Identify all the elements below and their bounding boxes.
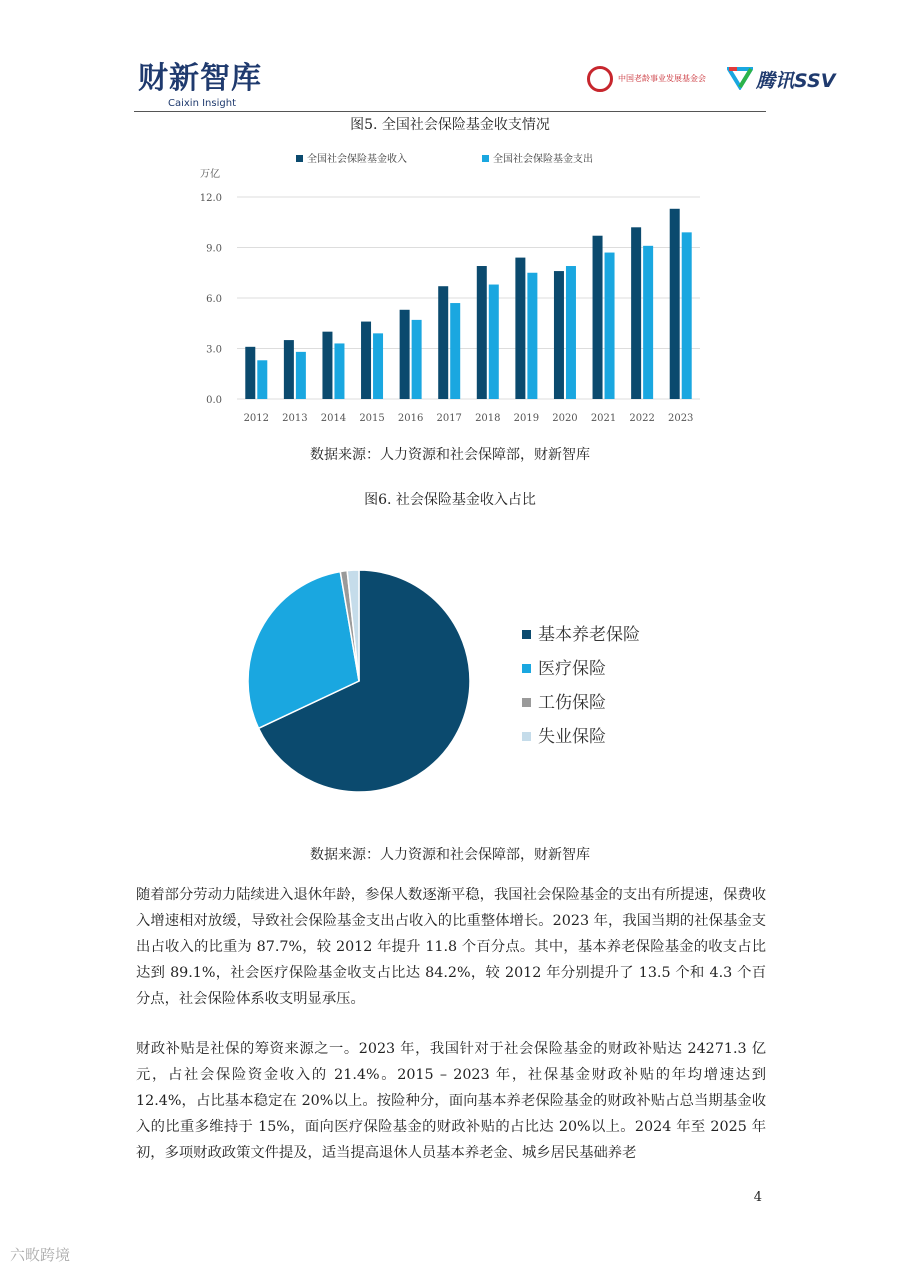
x-tick-label: 2015 — [359, 413, 385, 424]
bar-income-2023 — [670, 209, 680, 399]
bar-income-2014 — [322, 332, 332, 399]
bar-income-2021 — [593, 236, 603, 399]
page-number: 4 — [753, 1190, 762, 1205]
y-tick-label: 3.0 — [206, 344, 222, 356]
bar-expense-2022 — [643, 246, 653, 399]
tencent-ssv-logo: 腾讯SSV — [756, 70, 836, 92]
foundation-name: 中国老龄事业发展基金会 — [618, 74, 706, 83]
bar-expense-2016 — [412, 320, 422, 399]
bar-expense-2023 — [682, 232, 692, 399]
x-tick-label: 2022 — [629, 413, 655, 424]
x-tick-label: 2012 — [243, 413, 270, 424]
figure5-caption: 图5. 全国社会保险基金收支情况 — [350, 117, 550, 133]
x-tick-label: 2018 — [475, 413, 501, 424]
bar-expense-2014 — [334, 343, 344, 399]
bar-expense-2019 — [527, 273, 537, 399]
legend-label: 基本养老保险 — [538, 625, 640, 645]
x-tick-label: 2020 — [552, 413, 578, 424]
x-tick-label: 2017 — [436, 413, 462, 424]
legend-label: 工伤保险 — [538, 693, 606, 713]
bar-income-2022 — [631, 227, 641, 399]
x-tick-label: 2014 — [320, 413, 347, 424]
legend-label: 医疗保险 — [538, 659, 606, 679]
x-tick-label: 2021 — [590, 413, 617, 424]
x-tick-label: 2023 — [667, 413, 694, 424]
legend-swatch — [482, 155, 489, 162]
bar-income-2012 — [245, 347, 255, 399]
bar-expense-2017 — [450, 303, 460, 399]
legend-label: 全国社会保险基金收入 — [307, 154, 407, 165]
x-tick-label: 2013 — [282, 413, 308, 424]
pie-chart — [0, 540, 900, 840]
figure6-caption: 图6. 社会保险基金收入占比 — [364, 492, 536, 508]
x-tick-label: 2019 — [513, 413, 540, 424]
caixin-logo-subtitle: Caixin Insight — [168, 98, 236, 109]
y-tick-label: 6.0 — [206, 294, 222, 305]
legend-swatch — [522, 698, 531, 707]
bar-income-2017 — [438, 286, 448, 399]
watermark: 六畋跨境 — [10, 1246, 71, 1264]
bar-income-2019 — [515, 258, 525, 399]
legend-swatch — [522, 664, 531, 673]
legend-swatch — [296, 155, 303, 162]
bar-income-2015 — [361, 322, 371, 399]
bar-income-2013 — [284, 340, 294, 399]
legend-label: 全国社会保险基金支出 — [493, 154, 593, 165]
bar-expense-2018 — [489, 285, 499, 399]
legend-swatch — [522, 630, 531, 639]
bar-expense-2013 — [296, 352, 306, 399]
body-paragraph-1: 随着部分劳动力陆续进入退休年龄，参保人数逐渐平稳，我国社会保险基金的支出有所提速，保费收入增速相对放缓，导致社会保险基金支出占收入的比重整体增长。2023 年，我国当期的社保基金支出占收入的比重为 87.7%，较 2012 年提升 11.8 个百分点。其中，基本养老保险基金的收支占比达到 89.1%，社会医疗保险基金收支占比达 84.2%，较 2012 年分别提升了 13.5 个和 4.3 个百分点，社会保险体系收支明显承压。 — [136, 887, 766, 1007]
bar-expense-2020 — [566, 266, 576, 399]
figure6-source: 数据来源：人力资源和社会保障部，财新智库 — [310, 847, 590, 863]
body-paragraph-2: 财政补贴是社保的筹资来源之一。2023 年，我国针对于社会保险基金的财政补贴达 24271.3 亿元，占社会保险资金收入的 21.4%。2015 – 2023 年，社保基金财政补贴的年均增速达到 12.4%，占比基本稳定在 20%以上。按险种分，面向基本养老保险基金的财政补贴占总当期基金收入的比重多维持于 15%，面向医疗保险基金的财政补贴的占比达 20%以上。2024 年至 2025 年初，多项财政政策文件提及，适当提高退休人员基本养老金、城乡居民基础养老 — [136, 1041, 766, 1161]
bar-income-2016 — [400, 310, 410, 399]
bar-expense-2012 — [257, 360, 267, 399]
bar-income-2018 — [477, 266, 487, 399]
y-tick-label: 12.0 — [199, 193, 222, 204]
bar-income-2020 — [554, 271, 564, 399]
bar-chart — [0, 0, 900, 440]
figure5-source: 数据来源：人力资源和社会保障部，财新智库 — [310, 447, 590, 463]
caixin-logo: 财新智库 — [138, 61, 262, 96]
body-text — [136, 882, 766, 1205]
bar-expense-2015 — [373, 333, 383, 399]
legend-label: 失业保险 — [538, 727, 606, 747]
bar-expense-2021 — [605, 253, 615, 399]
x-tick-label: 2016 — [397, 413, 424, 424]
y-axis-unit: 万亿 — [200, 169, 220, 180]
y-tick-label: 0.0 — [206, 395, 222, 406]
legend-swatch — [522, 732, 531, 741]
y-tick-label: 9.0 — [206, 243, 222, 255]
